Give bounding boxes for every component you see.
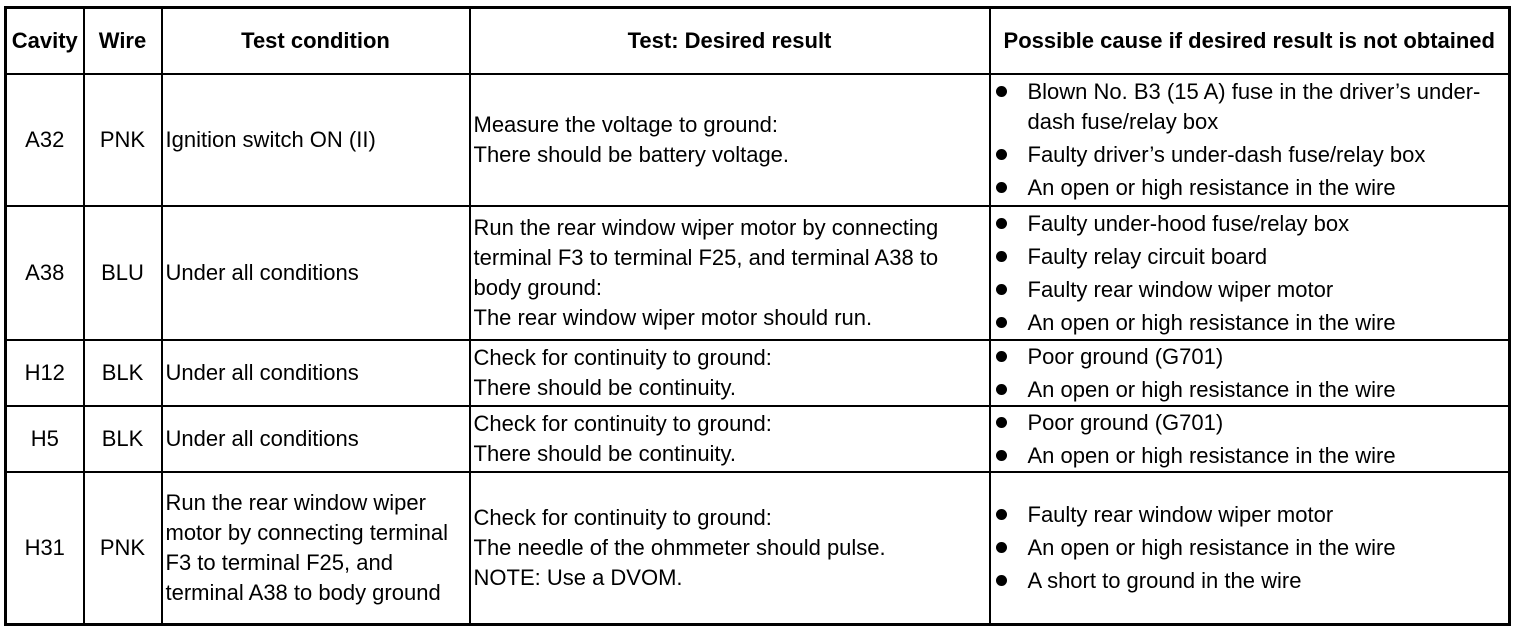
table-row: [6, 74, 1510, 206]
wire-cell: BLK: [84, 406, 162, 472]
cause-item: Faulty rear window wiper motor: [994, 500, 1506, 530]
diagnostic-table: [4, 6, 1511, 626]
cause-item: An open or high resistance in the wire: [994, 308, 1506, 338]
cause-item: A short to ground in the wire: [994, 566, 1506, 596]
cause-item: Faulty rear window wiper motor: [994, 275, 1506, 305]
cause-item: An open or high resistance in the wire: [994, 173, 1506, 203]
cause-item: Faulty under-hood fuse/relay box: [994, 209, 1506, 239]
table-row: [6, 406, 1510, 472]
cause-list: [994, 77, 1506, 203]
possible-cause-cell: [990, 74, 1510, 206]
cavity-cell: A38: [6, 206, 84, 340]
cause-list: [994, 342, 1506, 405]
desired-result-cell: Check for continuity to ground: There should be continuity.: [470, 340, 990, 406]
cavity-cell: H12: [6, 340, 84, 406]
test-condition-cell: Under all conditions: [162, 206, 470, 340]
header-desired-result: Test: Desired result: [470, 8, 990, 75]
test-condition-cell: Run the rear window wiper motor by connecting terminal F3 to terminal F25, and terminal A38 to body ground: [162, 472, 470, 625]
cause-item: Faulty driver’s under-dash fuse/relay box: [994, 140, 1506, 170]
desired-result-cell: Check for continuity to ground: The needle of the ohmmeter should pulse. NOTE: Use a DVOM.: [470, 472, 990, 625]
cause-item: An open or high resistance in the wire: [994, 375, 1506, 405]
cavity-cell: H31: [6, 472, 84, 625]
possible-cause-cell: [990, 472, 1510, 625]
test-condition-cell: Ignition switch ON (II): [162, 74, 470, 206]
desired-result-cell: Check for continuity to ground: There should be continuity.: [470, 406, 990, 472]
cause-item: Faulty relay circuit board: [994, 242, 1506, 272]
desired-result-cell: Measure the voltage to ground: There should be battery voltage.: [470, 74, 990, 206]
cavity-cell: H5: [6, 406, 84, 472]
test-condition-cell: Under all conditions: [162, 406, 470, 472]
header-possible-cause: Possible cause if desired result is not obtained: [990, 8, 1510, 75]
table-row: [6, 206, 1510, 340]
cause-list: [994, 500, 1506, 596]
wire-cell: BLK: [84, 340, 162, 406]
wire-cell: PNK: [84, 74, 162, 206]
wire-cell: PNK: [84, 472, 162, 625]
cause-list: [994, 408, 1506, 471]
possible-cause-cell: [990, 340, 1510, 406]
cavity-cell: A32: [6, 74, 84, 206]
header-row: [6, 8, 1510, 75]
test-condition-cell: Under all conditions: [162, 340, 470, 406]
header-wire: Wire: [84, 8, 162, 75]
cause-list: [994, 209, 1506, 338]
table-row: [6, 472, 1510, 625]
table-row: [6, 340, 1510, 406]
header-test-condition: Test condition: [162, 8, 470, 75]
header-cavity: Cavity: [6, 8, 84, 75]
cause-item: An open or high resistance in the wire: [994, 441, 1506, 471]
possible-cause-cell: [990, 406, 1510, 472]
cause-item: Poor ground (G701): [994, 342, 1506, 372]
desired-result-cell: Run the rear window wiper motor by connecting terminal F3 to terminal F25, and terminal A38 to body ground: The rear window wiper motor should run.: [470, 206, 990, 340]
cause-item: Blown No. B3 (15 A) fuse in the driver’s under-dash fuse/relay box: [994, 77, 1506, 137]
cause-item: An open or high resistance in the wire: [994, 533, 1506, 563]
wire-cell: BLU: [84, 206, 162, 340]
cause-item: Poor ground (G701): [994, 408, 1506, 438]
possible-cause-cell: [990, 206, 1510, 340]
